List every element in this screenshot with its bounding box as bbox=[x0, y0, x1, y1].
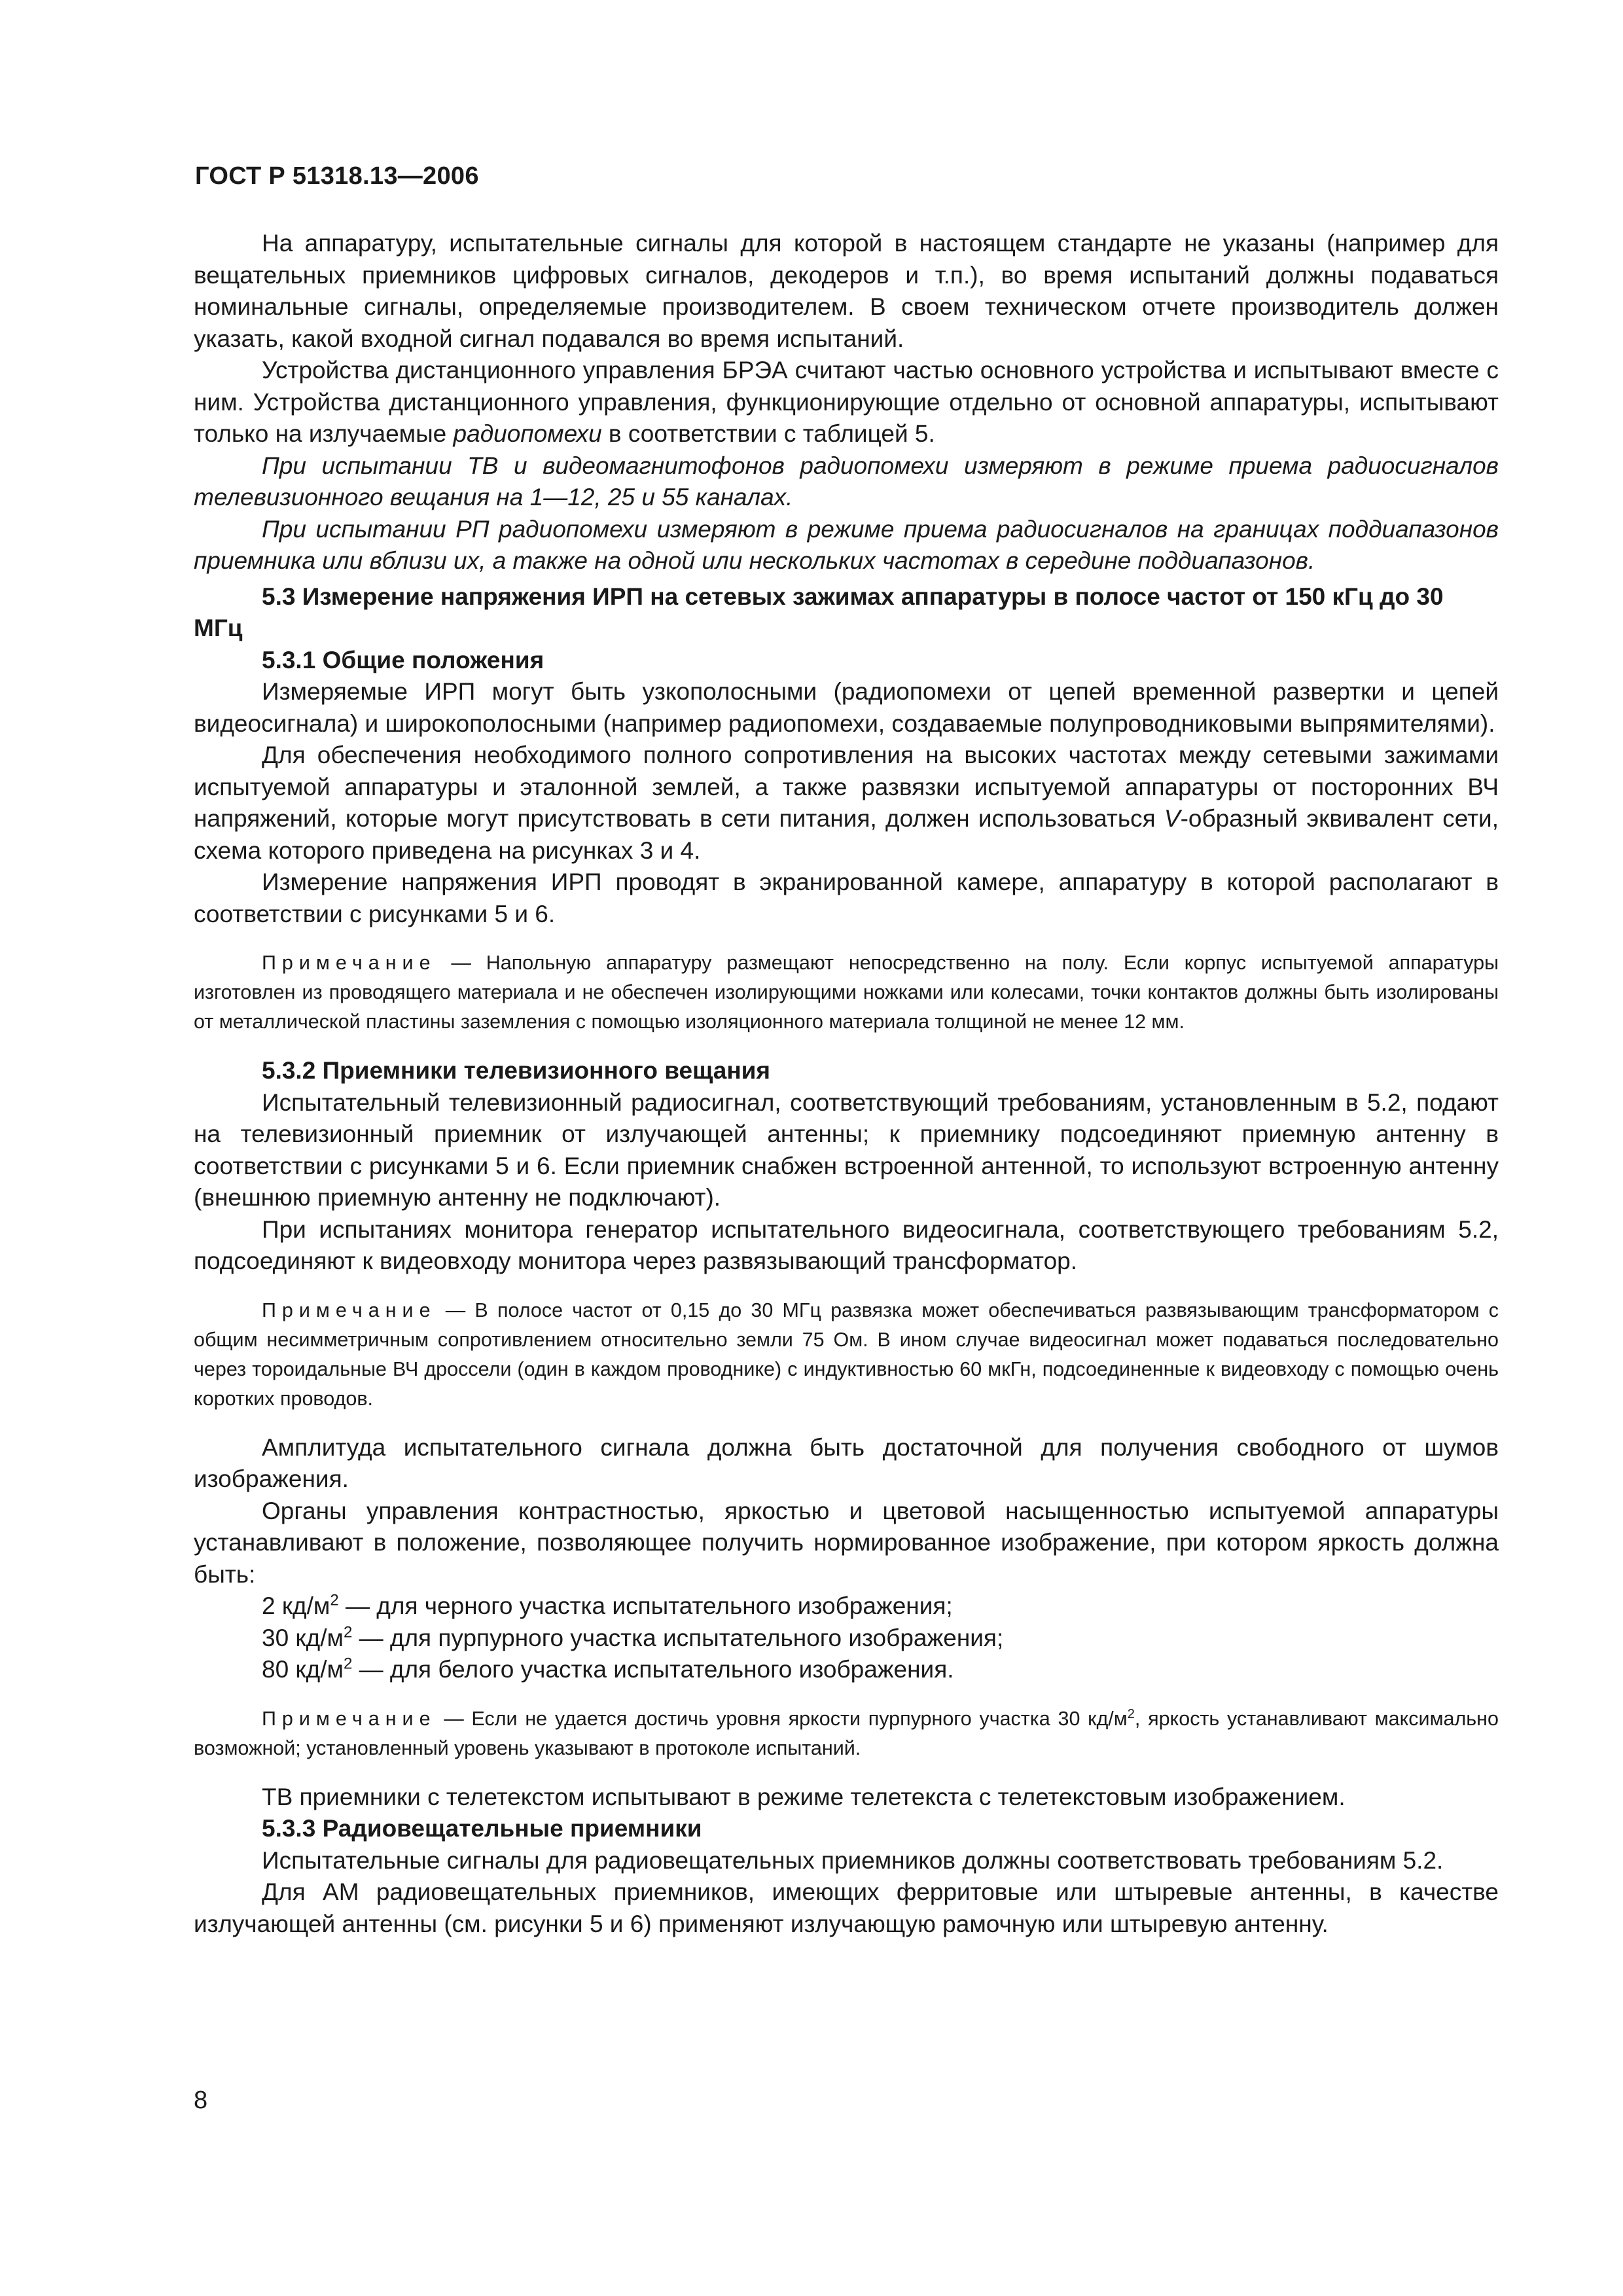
section-5-3-3-title: 5.3.3 Радиовещательные приемники bbox=[262, 1815, 702, 1842]
section-5-3-title: 5.3 Измерение напряжения ИРП на сетевых зажимах аппаратуры в полосе частот от 150 кГц до 30 МГц bbox=[194, 583, 1444, 641]
intro-2-italic: радиопомехи bbox=[453, 420, 602, 447]
note-3 bbox=[194, 1704, 1499, 1763]
note-2-text: — В полосе частот от 0,15 до 30 МГц развязка может обеспечиваться развязывающим трансформатором с общим несимметричным сопротивлением относительно земли 75 Ом. В ином случае видеосигнал может подаваться последовательно через тороидальные ВЧ дроссели (один в каждом проводнике) с индуктивностью 60 мкГн, подсоединенные к видеовходу с помощью очень коротких проводов. bbox=[194, 1299, 1499, 1410]
brightness-line-black bbox=[194, 1590, 1499, 1623]
paragraph-intro-2 bbox=[194, 355, 1499, 450]
paragraph-5-3-1-b bbox=[194, 740, 1499, 867]
paragraph-5-3-2-a: Испытательный телевизионный радиосигнал, соответствующий требованиям, установленным в 5.2, подают на телевизионный приемник от излучающей антенны; к приемнику подсоединяют приемную антенну в соответствии с рисунками 5 и 6. Если приемник снабжен встроенной антенной, то используют встроенную антенну (внешнюю приемную антенну не подключают). bbox=[194, 1088, 1499, 1211]
page-content bbox=[194, 228, 1499, 1940]
note-2 bbox=[194, 1296, 1499, 1414]
paragraph-5-3-3-a: Испытательные сигналы для радиовещательных приемников должны соответствовать требованиям 5.2. bbox=[262, 1846, 1444, 1874]
section-5-3-2-title: 5.3.2 Приемники телевизионного вещания bbox=[262, 1057, 770, 1084]
paragraph-5-3-2-d: Органы управления контрастностью, яркостью и цветовой насыщенностью испытуемой аппаратуры устанавливают в положение, позволяющее получить нормированное изображение, при котором яркость должна быть: bbox=[194, 1497, 1499, 1588]
brightness-value: 80 кд/м bbox=[262, 1656, 344, 1683]
brightness-text: — для пурпурного участка испытательного изображения; bbox=[352, 1624, 1004, 1651]
page-number: 8 bbox=[194, 2087, 208, 2114]
brightness-value: 2 кд/м bbox=[262, 1592, 330, 1619]
section-5-3-1-title: 5.3.1 Общие положения bbox=[262, 646, 544, 673]
note-label: Примечание bbox=[262, 1299, 437, 1321]
brightness-line-white bbox=[194, 1654, 1499, 1686]
brightness-value: 30 кд/м bbox=[262, 1624, 344, 1651]
p2-italic-v: V bbox=[1164, 805, 1181, 832]
note-1 bbox=[194, 948, 1499, 1037]
paragraph-5-3-2-c: Амплитуда испытательного сигнала должна быть достаточной для получения свободного от шумов изображения. bbox=[194, 1433, 1499, 1492]
note-3-text-b: , яркость устанавливают максимально возможной; установленный уровень указывают в протоколе испытаний. bbox=[194, 1707, 1499, 1759]
brightness-sup: 2 bbox=[330, 1591, 339, 1609]
paragraph-intro-4: При испытании РП радиопомехи измеряют в режиме приема радиосигналов на границах поддиапазонов приемника или вблизи их, а также на одной или нескольких частотах в середине поддиапазонов. bbox=[194, 515, 1499, 574]
brightness-sup: 2 bbox=[343, 1655, 353, 1673]
intro-2-text-a: Устройства дистанционного управления БРЭА считают частью основного устройства и испытывают вместе с ним. Устройства дистанционного управления, функционирующие отдельно от основной аппаратуры, испытывают только на излучаемые bbox=[194, 357, 1499, 447]
paragraph-5-3-3-b: Для АМ радиовещательных приемников, имеющих ферритовые или штыревые антенны, в качестве излучающей антенны (см. рисунки 5 и 6) применяют излучающую рамочную или штыревую антенну. bbox=[194, 1878, 1499, 1937]
brightness-line-purple bbox=[194, 1623, 1499, 1655]
note-label: Примечание bbox=[262, 952, 437, 974]
paragraph-intro-3: При испытании ТВ и видеомагнитофонов радиопомехи измеряют в режиме приема радиосигналов телевизионного вещания на 1—12, 25 и 55 каналах. bbox=[194, 452, 1499, 511]
p2-text-a: Для обеспечения необходимого полного сопротивления на высоких частотах между сетевыми зажимами испытуемой аппаратуры и эталонной землей, а также развязки испытуемой аппаратуры от посторонних ВЧ напряжений, которые могут присутствовать в сети питания, должен использоваться bbox=[194, 742, 1499, 832]
note-1-text: — Напольную аппаратуру размещают непосредственно на полу. Если корпус испытуемой аппаратуры изготовлен из проводящего материала и не обеспечен изолирующими ножками или колесами, точки контактов должны быть изолированы от металлической пластины заземления с помощью изоляционного материала толщиной не менее 12 мм. bbox=[194, 952, 1499, 1033]
note-3-sup: 2 bbox=[1127, 1706, 1135, 1721]
brightness-text: — для белого участка испытательного изображения. bbox=[352, 1656, 954, 1683]
paragraph-teletext: ТВ приемники с телетекстом испытывают в режиме телетекста с телетекстовым изображением. bbox=[262, 1783, 1346, 1810]
note-label: Примечание bbox=[262, 1707, 437, 1730]
note-3-text-a: — Если не удается достичь уровня яркости пурпурного участка 30 кд/м bbox=[436, 1707, 1128, 1730]
paragraph-intro-1: На аппаратуру, испытательные сигналы для которой в настоящем стандарте не указаны (например для вещательных приемников цифровых сигналов, декодеров и т.п.), во время испытаний должны подаваться номинальные сигналы, определяемые производителем. В своем техническом отчете производитель должен указать, какой входной сигнал подавался во время испытаний. bbox=[194, 230, 1499, 352]
brightness-sup: 2 bbox=[343, 1623, 353, 1641]
brightness-text: — для черного участка испытательного изображения; bbox=[338, 1592, 953, 1619]
p2-text-b: -образный эквивалент сети, схема которого приведена на рисунках 3 и 4. bbox=[194, 805, 1499, 864]
document-code-header: ГОСТ Р 51318.13—2006 bbox=[195, 162, 479, 190]
paragraph-5-3-1-c: Измерение напряжения ИРП проводят в экранированной камере, аппаратуру в которой располагают в соответствии с рисунками 5 и 6. bbox=[194, 869, 1499, 927]
paragraph-5-3-2-b: При испытаниях монитора генератор испытательного видеосигнала, соответствующего требованиям 5.2, подсоединяют к видеовходу монитора через развязывающий трансформатор. bbox=[194, 1215, 1499, 1274]
intro-2-text-b: в соответствии с таблицей 5. bbox=[601, 420, 935, 447]
paragraph-5-3-1-a: Измеряемые ИРП могут быть узкополосными (радиопомехи от цепей временной развертки и цепей видеосигнала) и широкополосными (например радиопомехи, создаваемые полупроводниковыми выпрямителями). bbox=[194, 678, 1499, 737]
